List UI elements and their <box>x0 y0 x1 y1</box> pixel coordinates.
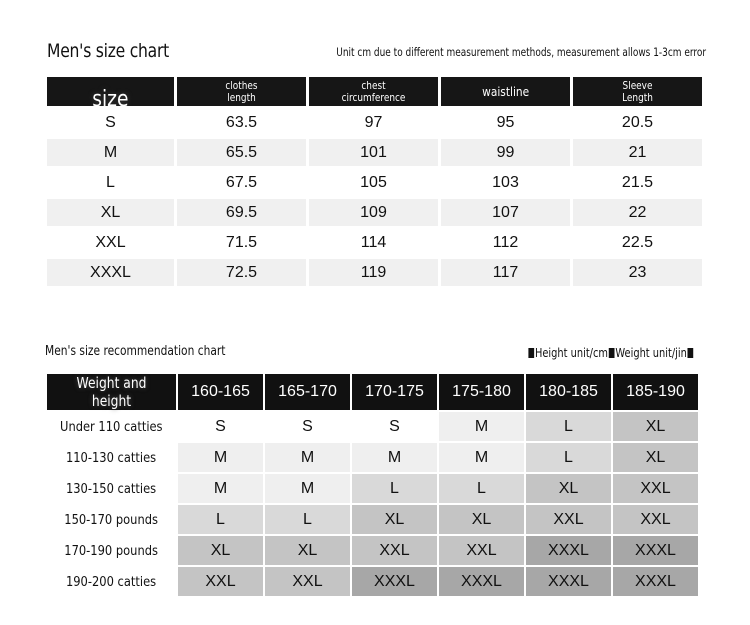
weight-range-label: 130-150 catties <box>66 480 157 497</box>
recommended-size-cell: M <box>352 443 437 472</box>
measurement-cell: 69.5 <box>177 199 306 226</box>
recommended-size-cell: L <box>352 474 437 503</box>
size-chart-header-label: clothes <box>225 79 258 92</box>
measurement-cell: 22.5 <box>621 233 654 251</box>
weight-range-label: 190-200 catties <box>66 573 157 590</box>
table-row <box>47 109 702 136</box>
table-row <box>47 474 698 503</box>
measurement-cell: 71.5 <box>225 233 258 251</box>
height-range-header: 185-190 <box>613 374 698 410</box>
measurement-cell: 109 <box>309 199 438 226</box>
size-chart-header-3 <box>441 77 570 106</box>
size-chart-header-1 <box>177 77 306 106</box>
measurement-cell: 23 <box>573 259 702 286</box>
measurement-cell: 105 <box>360 173 387 191</box>
size-chart-header-4 <box>573 77 702 106</box>
size-chart-header-label: Length <box>622 91 653 104</box>
size-cell: S <box>105 113 116 131</box>
weight-range-cell <box>47 443 176 472</box>
table-row <box>47 229 702 256</box>
measurement-cell: 101 <box>309 139 438 166</box>
recommended-size-cell: XXXL <box>526 536 611 565</box>
size-cell: XXL <box>95 233 126 251</box>
recommendation-chart-title: Men's size recommendation chart <box>45 344 226 359</box>
recommended-size-cell: XXL <box>613 474 698 503</box>
weight-range-label: Under 110 catties <box>60 418 163 435</box>
size-cell: XXXL <box>47 259 174 286</box>
weight-range-label: 170-190 pounds <box>64 542 159 559</box>
recommended-size-cell: XL <box>439 505 524 534</box>
size-chart-header-0 <box>47 77 174 106</box>
recommended-size-cell: L <box>439 474 524 503</box>
weight-range-cell <box>47 567 176 596</box>
recommended-size-cell: XL <box>613 412 698 441</box>
recommended-size-cell: XXL <box>352 536 437 565</box>
recommendation-unit-note <box>527 346 694 360</box>
table-row <box>47 536 698 565</box>
measurement-cell: 22 <box>573 199 702 226</box>
recommended-size-cell: L <box>178 505 263 534</box>
recommended-size-cell: S <box>352 412 437 441</box>
size-chart-header-row <box>47 77 702 106</box>
measurement-cell: 114 <box>360 233 387 251</box>
recommendation-header-row <box>47 374 698 410</box>
height-range-header: 165-170 <box>265 374 350 410</box>
height-unit-note: Height unit/cm <box>534 346 608 360</box>
recommended-size-cell: XXXL <box>439 567 524 596</box>
recommended-size-cell: XL <box>265 536 350 565</box>
recommended-size-cell: XL <box>613 443 698 472</box>
size-chart-table <box>44 74 705 289</box>
recommended-size-cell: XL <box>526 474 611 503</box>
recommended-size-cell: XL <box>178 536 263 565</box>
table-row <box>47 169 702 196</box>
table-row <box>47 199 702 226</box>
table-row <box>47 139 702 166</box>
measurement-cell: 117 <box>441 259 570 286</box>
height-range-header: 180-185 <box>526 374 611 410</box>
table-row <box>47 567 698 596</box>
measurement-cell: 107 <box>441 199 570 226</box>
recommended-size-cell: M <box>439 443 524 472</box>
recommendation-table <box>45 372 700 598</box>
measurement-cell: 99 <box>441 139 570 166</box>
size-cell: L <box>106 173 115 191</box>
measurement-cell: 21.5 <box>621 173 654 191</box>
height-range-header: 160-165 <box>178 374 263 410</box>
recommended-size-cell: M <box>439 412 524 441</box>
measurement-cell: 119 <box>309 259 438 286</box>
size-chart-header-label: Sleeve <box>622 79 653 92</box>
weight-unit-note: Weight unit/jin <box>615 346 687 360</box>
recommended-size-cell: XXL <box>439 536 524 565</box>
recommended-size-cell: XXXL <box>613 567 698 596</box>
size-chart-header-label: circumference <box>341 91 406 104</box>
recommended-size-cell: S <box>265 412 350 441</box>
recommended-size-cell: XXXL <box>352 567 437 596</box>
weight-range-label: 110-130 catties <box>66 449 157 466</box>
recommended-size-cell: XXXL <box>613 536 698 565</box>
size-chart-title: Men's size chart <box>47 40 169 62</box>
recommended-size-cell: L <box>526 443 611 472</box>
size-chart-header-label: chest <box>361 79 386 92</box>
measurement-cell: 95 <box>496 113 515 131</box>
recommended-size-cell: XXL <box>613 505 698 534</box>
size-chart-header-2 <box>309 77 438 106</box>
height-range-header: 170-175 <box>352 374 437 410</box>
recommended-size-cell: M <box>178 443 263 472</box>
size-chart-header-label: length <box>227 91 256 104</box>
measurement-cell: 103 <box>492 173 519 191</box>
measurement-cell: 63.5 <box>225 113 258 131</box>
size-chart-unit-note: Unit cm due to different measurement methods, measurement allows 1-3cm error <box>336 45 706 59</box>
recommended-size-cell: M <box>265 443 350 472</box>
corner-header-label: Weight and height <box>76 374 147 410</box>
size-cell: XL <box>47 199 174 226</box>
table-row <box>47 505 698 534</box>
weight-range-cell <box>47 474 176 503</box>
size-chart-header-label: size <box>92 87 129 106</box>
table-row <box>47 259 702 286</box>
recommended-size-cell: S <box>178 412 263 441</box>
corner-header <box>47 374 176 410</box>
recommended-size-cell: M <box>178 474 263 503</box>
measurement-cell: 97 <box>364 113 383 131</box>
recommended-size-cell: L <box>526 412 611 441</box>
recommended-size-cell: XXXL <box>526 567 611 596</box>
weight-range-cell <box>47 412 176 441</box>
measurement-cell: 67.5 <box>225 173 258 191</box>
measurement-cell: 72.5 <box>177 259 306 286</box>
weight-range-cell <box>47 536 176 565</box>
weight-range-cell <box>47 505 176 534</box>
size-cell: M <box>47 139 174 166</box>
table-row <box>47 443 698 472</box>
measurement-cell: 112 <box>492 233 519 251</box>
height-range-header: 175-180 <box>439 374 524 410</box>
recommended-size-cell: XXL <box>265 567 350 596</box>
weight-range-label: 150-170 pounds <box>64 511 159 528</box>
recommended-size-cell: M <box>265 474 350 503</box>
recommended-size-cell: XXL <box>178 567 263 596</box>
recommended-size-cell: L <box>265 505 350 534</box>
size-chart-header-label: waistline <box>481 83 530 99</box>
measurement-cell: 65.5 <box>177 139 306 166</box>
measurement-cell: 20.5 <box>621 113 654 131</box>
recommended-size-cell: XL <box>352 505 437 534</box>
recommended-size-cell: XXL <box>526 505 611 534</box>
measurement-cell: 21 <box>573 139 702 166</box>
table-row <box>47 412 698 441</box>
